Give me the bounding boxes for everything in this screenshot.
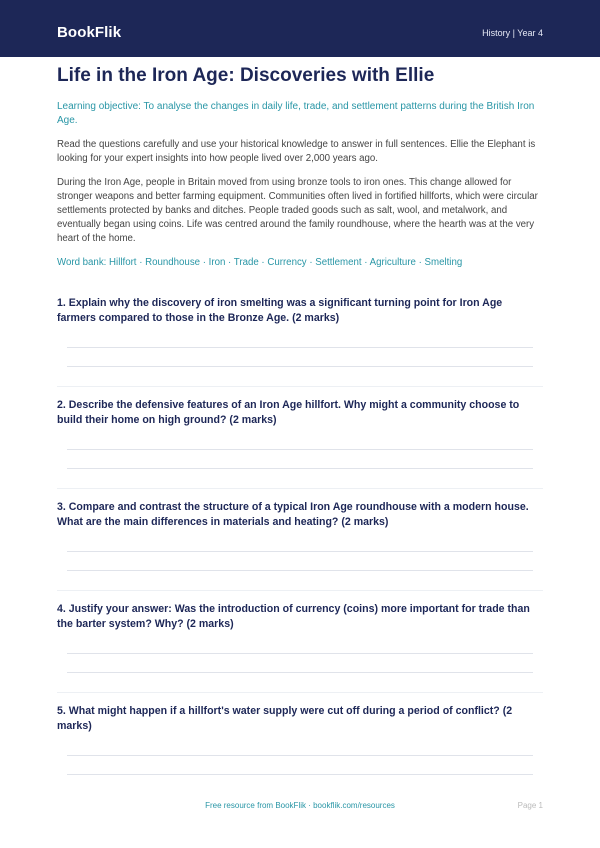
- question-item: [57, 284, 543, 386]
- answer-line[interactable]: [67, 774, 533, 775]
- answer-line[interactable]: [67, 468, 533, 469]
- answer-line[interactable]: [67, 755, 533, 756]
- instructions-text: Read the questions carefully and use your historical knowledge to answer in full sentences. Ellie the Elephant is looking for your expert insights into how people lived over 2,000 years ago.: [57, 139, 536, 164]
- question-divider: [57, 386, 543, 387]
- question-item: [57, 488, 543, 590]
- answer-line[interactable]: [67, 366, 533, 367]
- question-divider: [57, 692, 543, 693]
- question-item: [57, 386, 543, 488]
- page-footer: [0, 801, 600, 815]
- answer-line[interactable]: [67, 551, 533, 552]
- word-bank: Word bank: Hillfort · Roundhouse · Iron · Trade · Currency · Settlement · Agriculture · Smelting: [57, 257, 463, 268]
- passage-text: During the Iron Age, people in Britain moved from using bronze tools to iron ones. This change allowed for stronger weapons and better farming equipment. Communities often lived in fortified hillforts, which were circular settlements protected by banks and ditches. People traded goods such as salt, wool, and metalwork, and eventually began using coins. Life was centred around the family roundhouse, where the hearth was at the very heart of the home.: [57, 177, 538, 244]
- question-text: 3. Compare and contrast the structure of a typical Iron Age roundhouse with a modern house. What are the main differences in materials and heating? (2 marks): [57, 501, 529, 528]
- answer-line[interactable]: [67, 449, 533, 450]
- answer-line[interactable]: [67, 570, 533, 571]
- question-divider: [57, 488, 543, 489]
- brand-logo: BookFlik: [57, 24, 122, 41]
- answer-line[interactable]: [67, 653, 533, 654]
- question-text: 5. What might happen if a hillfort's water supply were cut off during a period of conflict? (2 marks): [57, 705, 513, 732]
- page-number: Page 1: [517, 801, 543, 810]
- footer-credit-link[interactable]: Free resource from BookFlik · bookflik.com/resources: [205, 801, 395, 810]
- question-text: 2. Describe the defensive features of an Iron Age hillfort. Why might a community choose to build their home on high ground? (2 marks): [57, 399, 520, 426]
- question-item: [57, 590, 543, 692]
- subject-year-label: History | Year 4: [482, 28, 543, 38]
- answer-line[interactable]: [67, 347, 533, 348]
- worksheet-content: [57, 64, 543, 794]
- page-header: [0, 0, 600, 57]
- learning-objective: Learning objective: To analyse the changes in daily life, trade, and settlement patterns during the British Iron Age.: [57, 101, 535, 126]
- question-divider: [57, 590, 543, 591]
- page-title: Life in the Iron Age: Discoveries with Ellie: [57, 65, 435, 86]
- answer-line[interactable]: [67, 672, 533, 673]
- question-text: 1. Explain why the discovery of iron smelting was a significant turning point for Iron Age farmers compared to those in the Bronze Age. (2 marks): [57, 297, 503, 324]
- question-item: [57, 692, 543, 794]
- question-text: 4. Justify your answer: Was the introduction of currency (coins) more important for trade than the barter system? Why? (2 marks): [57, 603, 530, 630]
- questions-list: [57, 284, 543, 794]
